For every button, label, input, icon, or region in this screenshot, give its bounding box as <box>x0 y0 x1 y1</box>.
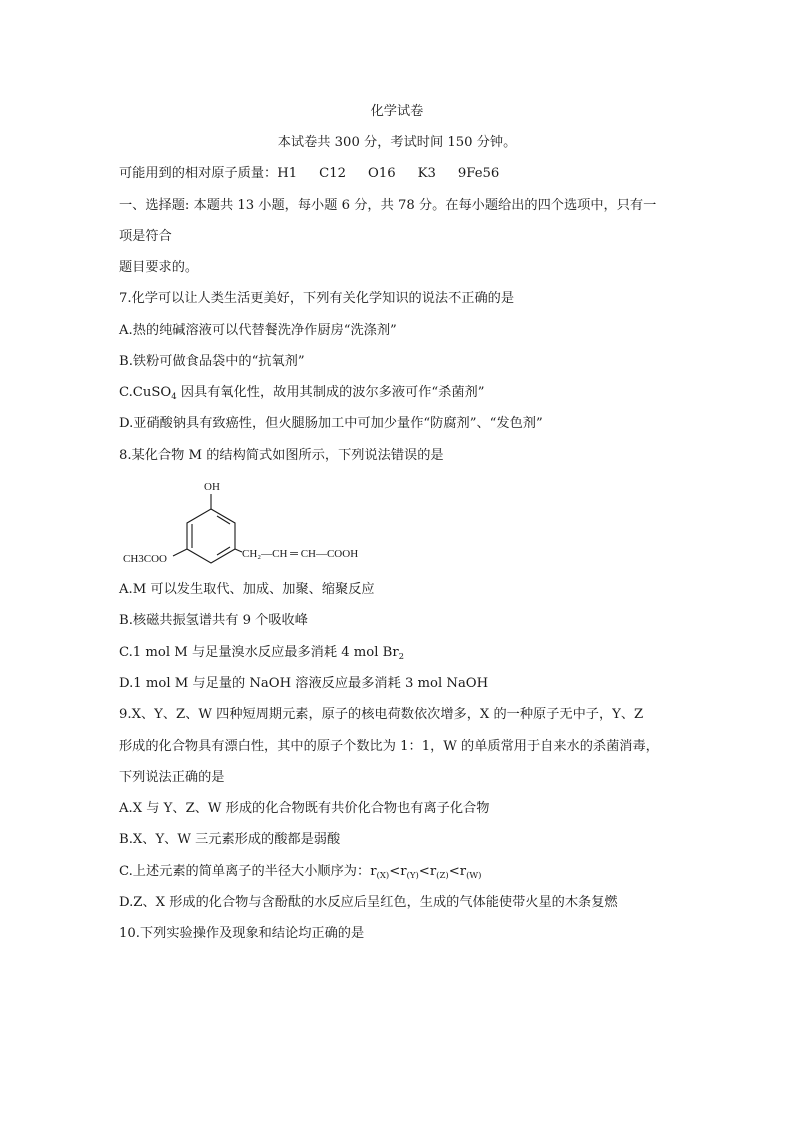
q9-radius-2-sub: (Y) <box>406 871 419 881</box>
q9-option-d: D.Z、X 形成的化合物与含酚酞的水反应后呈红色，生成的气体能使带火星的木条复燃 <box>119 895 618 910</box>
q9-stem-line2: 形成的化合物具有漂白性，其中的原子个数比为 1：1，W 的单质常用于自来水的杀菌消毒， <box>119 739 659 754</box>
compound-m-structure <box>118 476 388 568</box>
q8-option-a: A.M 可以发生取代、加成、加聚、缩聚反应 <box>119 582 375 597</box>
q7-option-a: A.热的纯碱溶液可以代替餐洗净作厨房“洗涤剂” <box>119 323 397 338</box>
atomic-mass-fe: 9Fe56 <box>457 166 500 181</box>
section-heading-line1: 一、选择题: 本题共 13 小题，每小题 6 分，共 78 分。在每小题给出的四个选项中，只有一 <box>119 198 657 213</box>
q9-radius-4: <r <box>448 864 467 879</box>
structure-ester-bond <box>173 549 187 556</box>
atomic-mass-k: K3 <box>417 166 436 181</box>
section-heading-line2: 项是符合 <box>119 229 172 244</box>
q7-option-d: D.亚硝酸钠具有致癌性，但火腿肠加工中可加少量作“防腐剂”、“发色剂” <box>119 416 543 431</box>
benzene-ring <box>187 509 235 563</box>
q8-option-c-pre: C.1 mol M 与足量溴水反应最多消耗 4 mol Br <box>119 645 399 660</box>
q9-option-a: A.X 与 Y、Z、W 形成的化合物既有共价化合物也有离子化合物 <box>119 801 490 816</box>
q7-option-c-sub: 4 <box>171 392 177 402</box>
q9-option-c-pre: C.上述元素的简单离子的半径大小顺序为： <box>119 864 371 879</box>
q7-option-b: B.铁粉可做食品袋中的“抗氧剂” <box>119 354 305 369</box>
q9-option-c <box>119 863 481 885</box>
benzene-double-bond-2 <box>217 547 230 555</box>
exam-info: 本试卷共 300 分，考试时间 150 分钟。 <box>277 135 517 150</box>
q9-radius-3-sub: (Z) <box>436 871 449 881</box>
atomic-mass-line <box>119 165 499 183</box>
atomic-mass-c: C12 <box>319 166 347 181</box>
q8-option-c-sub: 2 <box>398 652 405 662</box>
q9-radius-2: <r <box>389 864 407 879</box>
q8-stem: 8.某化合物 M 的结构简式如图所示，下列说法错误的是 <box>119 448 444 463</box>
q10-stem: 10.下列实验操作及现象和结论均正确的是 <box>119 926 365 941</box>
structure-chain-label: CH₂—CH ═ CH—COOH <box>242 548 359 560</box>
q9-stem-line1: 9.X、Y、Z、W 四种短周期元素，原子的核电荷数依次增多，X 的一种原子无中子，Y、Z <box>119 707 644 722</box>
q9-stem-line3: 下列说法正确的是 <box>119 770 225 785</box>
q9-radius-3: <r <box>418 864 437 879</box>
structure-chain-bond <box>235 549 242 552</box>
atomic-mass-o: O16 <box>368 166 396 181</box>
q7-stem: 7.化学可以让人类生活更美好，下列有关化学知识的说法不正确的是 <box>119 291 515 306</box>
q7-option-c <box>119 384 484 406</box>
q7-option-c-pre: C.CuSO <box>119 385 172 400</box>
page-title: 化学试卷 <box>370 104 424 119</box>
structure-oh-label: OH <box>204 481 220 493</box>
q9-option-b: B.X、Y、W 三元素形成的酸都是弱酸 <box>119 832 341 847</box>
benzene-double-bond-1 <box>217 516 230 524</box>
atomic-mass-h: H1 <box>277 166 298 181</box>
q8-option-b: B.核磁共振氢谱共有 9 个吸收峰 <box>119 613 308 628</box>
q9-radius-1-sub: (X) <box>376 871 390 881</box>
q9-radius-1: r <box>370 864 377 879</box>
structure-ester-label: CH3COO <box>123 553 168 565</box>
section-heading-line3: 题目要求的。 <box>119 260 199 275</box>
q7-option-c-post: 因具有氧化性，故用其制成的波尔多液可作“杀菌剂” <box>176 385 485 400</box>
atomic-mass-label: 可能用到的相对原子质量： <box>119 166 278 181</box>
q9-radius-4-sub: (W) <box>466 871 482 881</box>
q8-option-c <box>119 644 404 666</box>
q8-option-d: D.1 mol M 与足量的 NaOH 溶液反应最多消耗 3 mol NaOH <box>119 676 489 691</box>
